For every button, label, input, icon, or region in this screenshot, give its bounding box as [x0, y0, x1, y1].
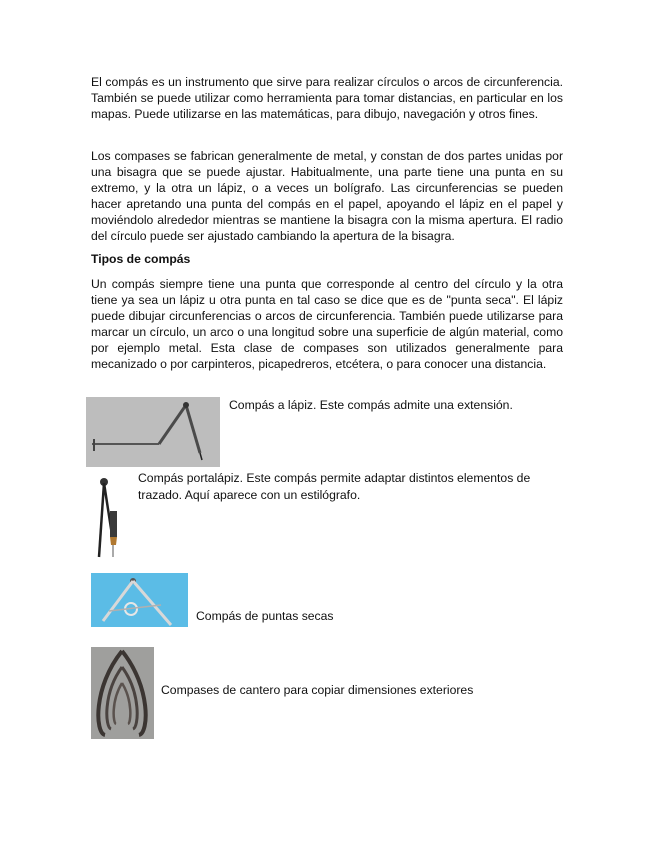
types-paragraph: Un compás siempre tiene una punta que corresponde al centro del círculo y la otra tiene ya sea un lápiz u otra punta en tal caso se dice que es de "punta seca". El lápiz puede dibujar circunferencias o arcos de circunferencia. También puede utilizarse para marcar un círculo, un arco o una longitud sobre una superficie de algún material, como por ejemplo metal. Esta clase de compases son utilizados generalmente para mecanizado o por carpinteros, picapedreros, etcétera, o para conocer una distancia.	[91, 277, 563, 371]
stonemason-calipers-caption: Compases de cantero para copiar dimensiones exteriores	[161, 683, 474, 697]
dividers-photo	[91, 573, 188, 627]
penholder-compass-caption: Compás portalápiz. Este compás permite adaptar distintos elementos de trazado. Aquí aparece con un estilógrafo.	[138, 471, 531, 502]
pencil-compass-photo	[86, 397, 220, 467]
intro-paragraph: El compás es un instrumento que sirve para realizar círculos o arcos de circunferencia. También se puede utilizar como herramienta para tomar distancias, en particular en los mapas. Puede utilizarse en las matemáticas, para dibujo, navegación y otros fines.	[91, 75, 563, 121]
dividers-caption: Compás de puntas secas	[196, 609, 334, 623]
penholder-compass-photo	[86, 473, 136, 565]
section-heading: Tipos de compás	[91, 252, 191, 266]
stonemason-calipers-photo	[91, 647, 154, 739]
construction-paragraph: Los compases se fabrican generalmente de metal, y constan de dos partes unidas por una bisagra que se puede ajustar. Habitualmente, una parte tiene una punta en su extremo, y la otra un lápiz, o a veces un bolígrafo. Las circunferencias se pueden hacer apretando una punta del compás en el papel, apoyando el lápiz en el papel y moviéndolo alrededor mientras se mantiene la bisagra con la misma apertura. El radio del círculo puede ser ajustado cambiando la apertura de la bisagra.	[91, 149, 563, 243]
pencil-compass-caption: Compás a lápiz. Este compás admite una extensión.	[229, 398, 513, 412]
